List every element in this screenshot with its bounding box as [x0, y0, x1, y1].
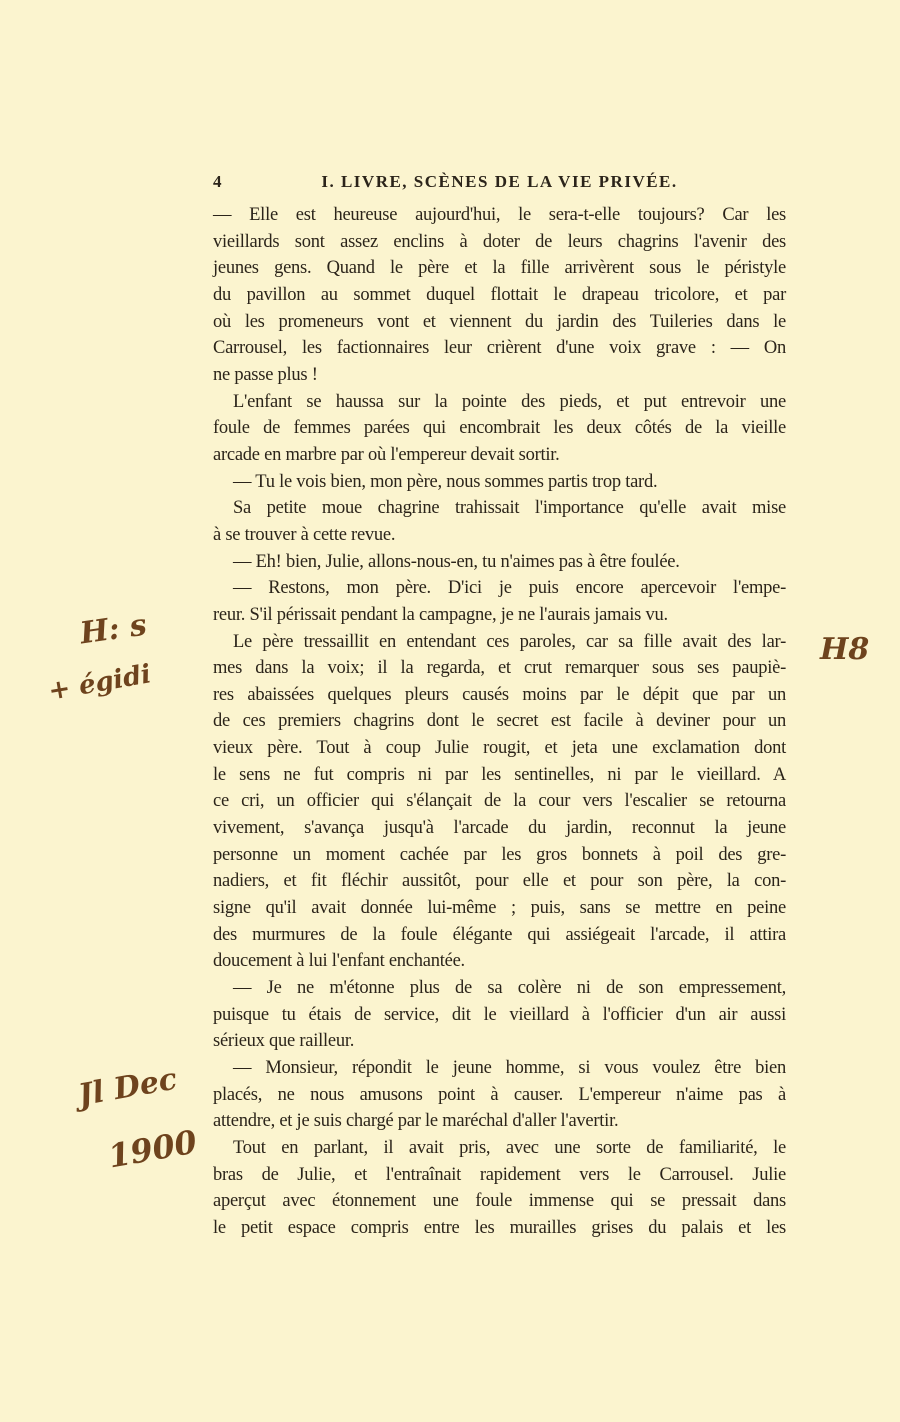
- text-line: bras de Julie, et l'entraînait rapidement vers le Carrousel. Julie: [213, 1164, 786, 1185]
- text-line: — Monsieur, répondit le jeune homme, si vous voulez être bien: [233, 1058, 786, 1078]
- body-text: [213, 202, 786, 1242]
- text-line: Le père tressaillit en entendant ces paroles, car sa fille avait des lar-: [233, 631, 786, 652]
- text-line: aperçut avec étonnement une foule immense qui se pressait dans: [213, 1191, 786, 1212]
- handwritten-annotation: H8: [820, 632, 870, 667]
- text-line: — Je ne m'étonne plus de sa colère ni de son empressement,: [233, 978, 786, 999]
- text-line: personne un moment cachée par les gros bonnets à poil des gre-: [213, 844, 786, 865]
- text-line: ce cri, un officier qui s'élançait de la cour vers l'escalier se retourna: [213, 791, 786, 812]
- text-line: attendre, et je suis chargé par le maréchal d'aller l'avertir.: [213, 1111, 619, 1132]
- page-number: 4: [213, 172, 222, 191]
- handwritten-annotation: Jl Dec: [75, 1061, 180, 1114]
- text-line: vieux père. Tout à coup Julie rougit, et jeta une exclamation dont: [213, 738, 786, 759]
- text-line: doucement à lui l'enfant enchantée.: [213, 951, 465, 972]
- running-title: I. LIVRE, SCÈNES DE LA VIE PRIVÉE.: [321, 172, 678, 191]
- text-line: ne passe plus !: [213, 364, 318, 385]
- text-line: — Tu le vois bien, mon père, nous sommes partis trop tard.: [233, 471, 658, 492]
- text-line: mes dans la voix; il la regarda, et crut remarquer sous ses paupiè-: [213, 658, 786, 679]
- text-line: Sa petite moue chagrine trahissait l'importance qu'elle avait mise: [233, 498, 786, 519]
- text-line: reur. S'il périssait pendant la campagne, je ne l'aurais jamais vu.: [213, 604, 668, 625]
- text-line: Carrousel, les factionnaires leur crièrent d'une voix grave : — On: [213, 338, 786, 359]
- handwritten-annotation: + égidi: [46, 659, 154, 707]
- text-line: vivement, s'avança jusqu'à l'arcade du jardin, reconnut la jeune: [213, 818, 786, 839]
- text-line: du pavillon au sommet duquel flottait le drapeau tricolore, et par: [213, 284, 786, 305]
- text-line: L'enfant se haussa sur la pointe des pieds, et put entrevoir une: [233, 391, 786, 412]
- text-line: de ces premiers chagrins dont le secret est facile à deviner pour un: [213, 711, 786, 732]
- text-line: jeunes gens. Quand le père et la fille arrivèrent sous le péristyle: [213, 258, 786, 279]
- text-line: arcade en marbre par où l'empereur devait sortir.: [213, 444, 560, 465]
- handwritten-annotation: H: s: [77, 607, 149, 652]
- text-line: à se trouver à cette revue.: [213, 524, 396, 545]
- text-line: le petit espace compris entre les murailles grises du palais et les: [213, 1217, 786, 1238]
- text-line: placés, ne nous amusons point à causer. L'empereur n'aime pas à: [213, 1084, 786, 1105]
- text-line: — Eh! bien, Julie, allons-nous-en, tu n'aimes pas à être foulée.: [233, 551, 680, 572]
- text-line: vieillards sont assez enclins à doter de leurs chagrins l'avenir des: [213, 231, 786, 252]
- handwritten-annotation: 1900: [105, 1122, 200, 1176]
- text-line: Tout en parlant, il avait pris, avec une sorte de familiarité, le: [233, 1137, 786, 1158]
- text-line: puisque tu étais de service, dit le vieillard à l'officier d'un air aussi: [213, 1004, 786, 1025]
- running-header: [213, 172, 786, 198]
- text-line: foule de femmes parées qui encombrait les deux côtés de la vieille: [213, 418, 786, 439]
- text-line: — Elle est heureuse aujourd'hui, le sera-t-elle toujours? Car les: [213, 205, 786, 225]
- text-line: — Restons, mon père. D'ici je puis encore apercevoir l'empe-: [233, 578, 786, 599]
- text-line: des murmures de la foule élégante qui assiégeait l'arcade, il attira: [213, 924, 786, 945]
- text-line: nadiers, et fit fléchir aussitôt, pour elle et pour son père, la con-: [213, 871, 786, 892]
- text-line: sérieux que railleur.: [213, 1031, 355, 1052]
- text-line: où les promeneurs vont et viennent du jardin des Tuileries dans le: [213, 311, 786, 332]
- text-line: res abaissées quelques pleurs causés moins par le dépit que par un: [213, 684, 786, 705]
- text-line: le sens ne fut compris ni par les sentinelles, ni par le vieillard. A: [213, 764, 786, 785]
- text-line: signe qu'il avait donnée lui-même ; puis, sans se mettre en peine: [213, 898, 786, 919]
